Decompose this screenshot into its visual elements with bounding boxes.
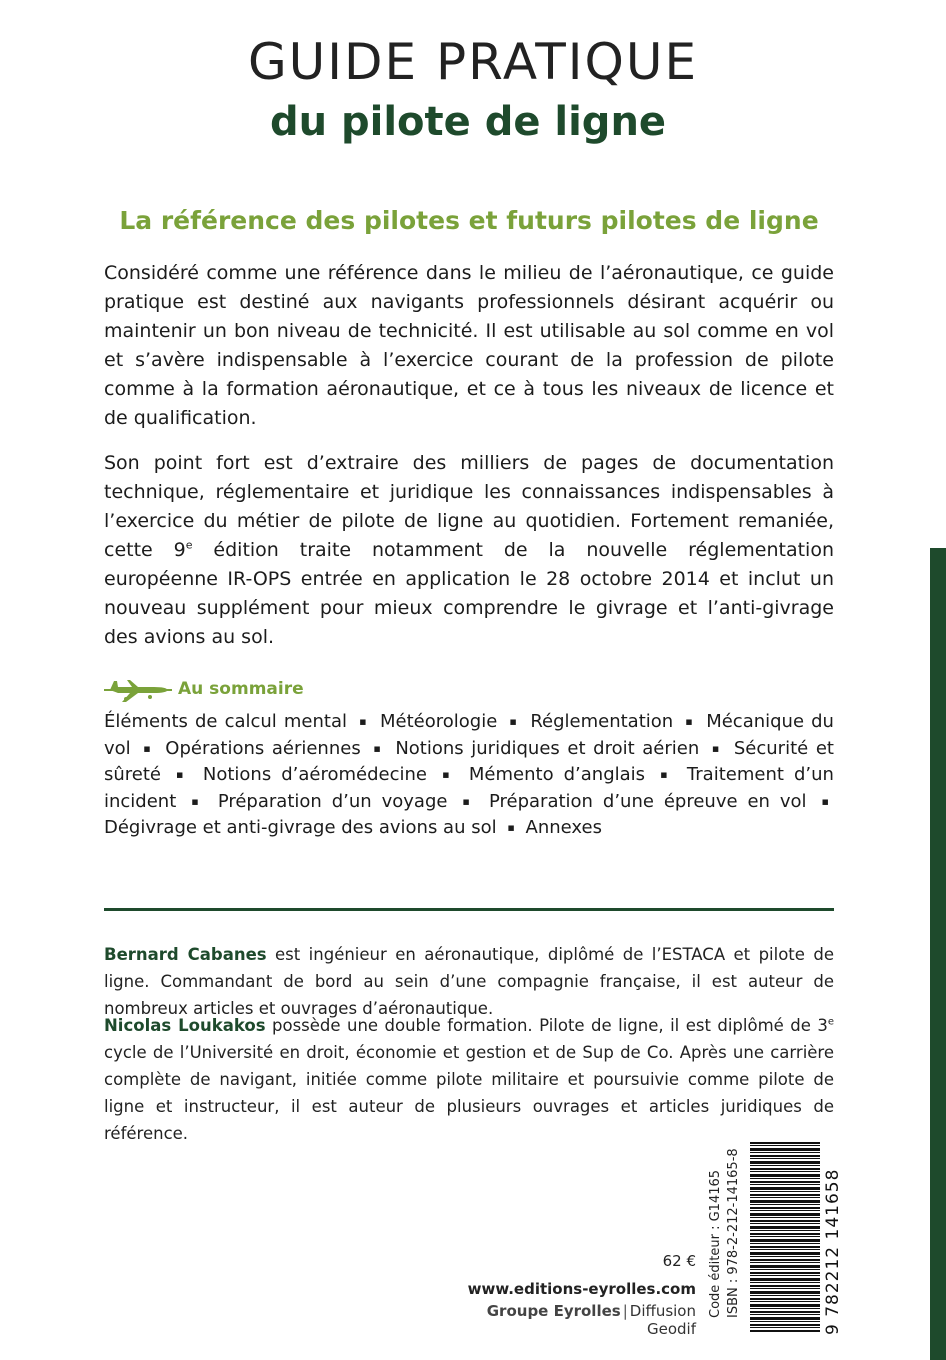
isbn-text: ISBN : 978-2-212-14165-8	[726, 1148, 741, 1318]
sommaire-item: Préparation d’une épreuve en vol	[488, 790, 807, 812]
sommaire-bullet: ▪	[462, 794, 475, 808]
publisher-group: Groupe Eyrolles	[486, 1302, 621, 1320]
sommaire-bullet: ▪	[442, 768, 454, 781]
description-paragraph-1: Considéré comme une référence dans le milieu de l’aéronautique, ce guide pratique est destiné aux navigants professionnels désirant acquérir ou maintenir un bon niveau de technicité. Il est utilisable au sol comme en vol et s’avère indispensable à l’exercice courant de la profession de pilote comme à la formation aéronautique, et ce à tous les niveaux de licence et de qualification.	[104, 262, 834, 429]
sommaire-item: Mécanique du vol	[104, 711, 834, 759]
sommaire-item: Sécurité et sûreté	[104, 737, 834, 785]
p2-text-after: édition traite notamment de la nouvelle réglementation européenne IR-OPS entrée en application le 28 octobre 2014 et inclut un nouveau supplément pour mieux comprendre le givrage et l’anti-givrage des avions au sol.	[104, 539, 834, 648]
publisher-diffusion: Diffusion Geodif	[629, 1302, 696, 1338]
sommaire-item: Notions juridiques et droit aérien	[395, 737, 700, 759]
sommaire-bullet: ▪	[660, 768, 672, 781]
sommaire-item: Météorologie	[380, 711, 498, 732]
author-text-2-before: possède une double formation. Pilote de ligne, il est diplômé de 3	[265, 1016, 828, 1035]
sommaire-bullet: ▪	[176, 768, 188, 781]
sommaire-bullet: ▪	[711, 741, 722, 755]
publisher-website[interactable]: www.editions-eyrolles.com	[467, 1280, 696, 1298]
sommaire-bullet: ▪	[191, 794, 203, 808]
sommaire-bullet: ▪	[507, 821, 515, 834]
title-line-2: du pilote de ligne	[269, 99, 667, 145]
sommaire-bullet: ▪	[143, 741, 153, 755]
sommaire-bullet: ▪	[359, 715, 368, 728]
sommaire-item: Annexes	[525, 817, 602, 838]
barcode-number: 9 782212 141658	[823, 1168, 843, 1335]
sommaire-item: Opérations aériennes	[165, 737, 361, 759]
airplane-icon	[104, 675, 172, 703]
sommaire-bullet: ▪	[509, 715, 519, 728]
author-text-2-after: cycle de l’Université en droit, économie et gestion et de Sup de Co. Après une carrière complète de navigant, initiée comme pilote militaire et poursuivie comme pilote de ligne et instructeur, il est auteur de plusieurs ouvrages et articles juridiques de référence.	[104, 1043, 834, 1143]
divider-rule	[104, 908, 834, 911]
sommaire-bullet: ▪	[685, 715, 695, 728]
p2-superscript: e	[185, 538, 193, 552]
author-superscript: e	[827, 1016, 835, 1028]
sommaire-item: Notions d’aéromédecine	[202, 764, 428, 785]
author-text-1: est ingénieur en aéronautique, diplômé de l’ESTACA et pilote de ligne. Commandant de bord au sein d’une compagnie française, il est auteur de nombreux articles et ouvrages d’aéronautique.	[104, 945, 834, 1018]
sommaire-bullet: ▪	[821, 794, 829, 808]
sommaire-list	[104, 709, 834, 842]
barcode	[750, 1142, 820, 1332]
description-paragraph-2	[104, 449, 834, 652]
author-name-2: Nicolas Loukakos	[104, 1016, 266, 1035]
sommaire-item: Traitement d’un incident	[104, 764, 834, 812]
sommaire-bullet: ▪	[373, 741, 383, 755]
author-bio-1	[104, 941, 834, 1022]
sommaire-item: Dégivrage et anti-givrage des avions au sol	[104, 817, 497, 838]
side-accent-bar	[930, 548, 946, 1360]
sommaire-item: Mémento d’anglais	[468, 764, 646, 785]
price: 62 €	[662, 1252, 696, 1270]
author-name-1: Bernard Cabanes	[104, 945, 267, 964]
publisher-separator: |	[622, 1302, 628, 1320]
sommaire-header	[104, 674, 304, 704]
sommaire-item: Préparation d’un voyage	[217, 790, 448, 812]
sommaire-item: Éléments de calcul mental	[104, 711, 347, 732]
title-line-1: GUIDE PRATIQUE	[247, 33, 699, 91]
sommaire-label: Au sommaire	[178, 679, 304, 699]
author-bio-2	[104, 1012, 834, 1147]
code-editeur: Code éditeur : G14165	[708, 1169, 723, 1318]
sommaire-item: Réglementation	[530, 711, 674, 732]
subtitle: La référence des pilotes et futurs pilotes de ligne	[119, 206, 819, 235]
p2-text-before: Son point fort est d’extraire des milliers de pages de documentation technique, réglementaire et juridique les connaissances indispensables à l’exercice du métier de pilote de ligne au quotidien. Fortement remaniée, cette 9	[104, 452, 834, 561]
publisher-line	[440, 1302, 696, 1338]
